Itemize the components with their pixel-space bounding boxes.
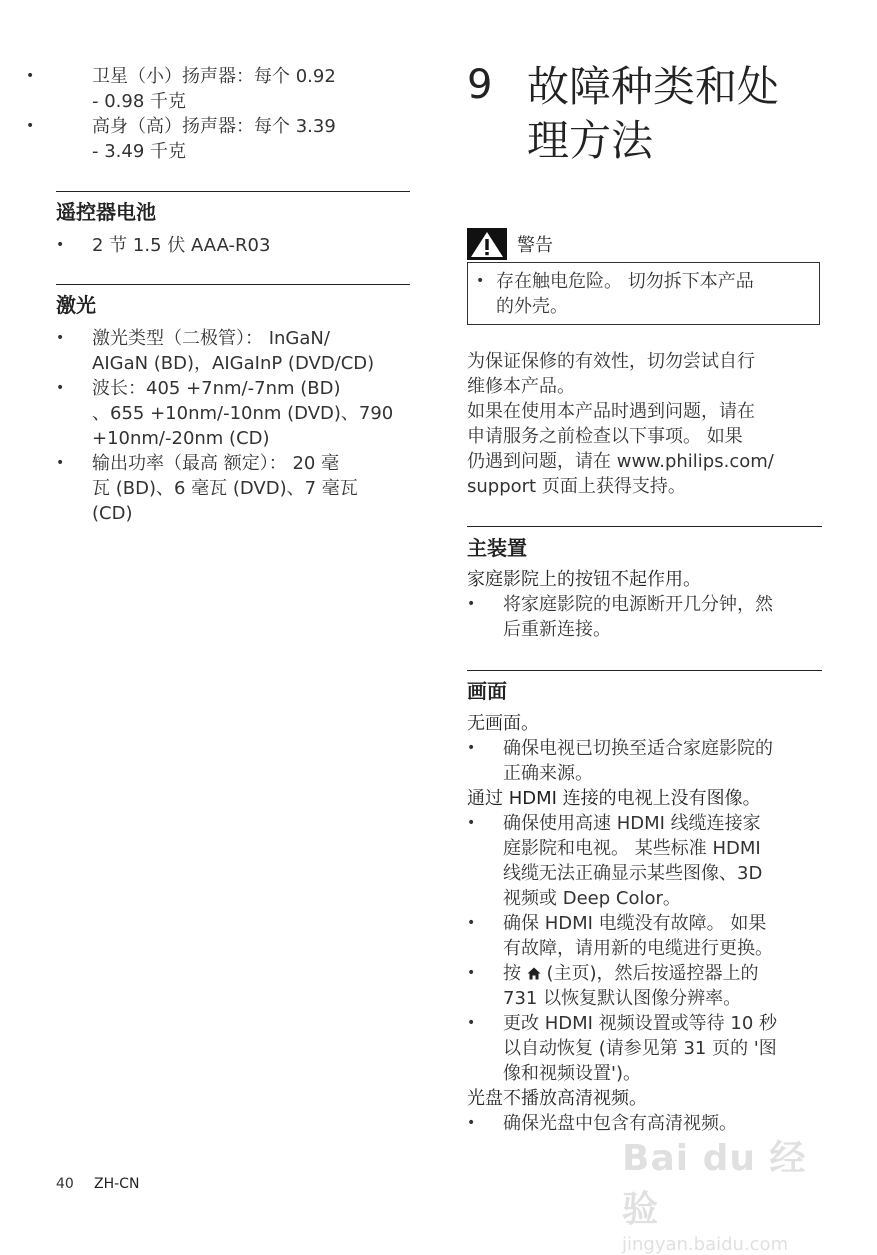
- list-item-line: • 将家庭影院的电源断开几分钟，然: [503, 594, 773, 615]
- intro-paragraph: [467, 349, 822, 499]
- chapter-title-line: 故障种类和处: [527, 62, 780, 111]
- list-item-line: [503, 961, 822, 986]
- intro-line: support 页面上获得支持。: [467, 476, 686, 497]
- list-item: [467, 736, 822, 786]
- list-item-line: 有故障，请用新的电缆进行更换。: [503, 938, 773, 959]
- warning-text-line: • 存在触电危险。 切勿拆下本产品: [496, 271, 754, 292]
- intro-line: 如果在使用本产品时遇到问题，请在: [467, 401, 755, 422]
- list-item: [56, 376, 410, 451]
- list-item-line: 、655 +10nm/-10nm (DVD)、790: [92, 403, 394, 424]
- intro-line: 申请服务之前检查以下事项。 如果: [467, 426, 743, 447]
- solution-list: [467, 592, 822, 642]
- list-item-line: 以自动恢复 (请参见第 31 页的 '图: [503, 1038, 777, 1059]
- list-item-line: 瓦 (BD)、6 毫瓦 (DVD)、7 毫瓦: [92, 478, 358, 499]
- watermark-logo-text: Bai du 经验: [622, 1138, 807, 1230]
- section-divider: [56, 284, 410, 285]
- warning-text-line: 的外壳。: [496, 296, 568, 317]
- list-item-line: 731 以恢复默认图像分辨率。: [503, 988, 742, 1009]
- list-item: [467, 592, 822, 642]
- section-title-picture: 画面: [467, 679, 507, 703]
- list-item-line: 后重新连接。: [503, 619, 611, 640]
- list-item-line: AIGaN (BD)，AIGaInP (DVD/CD): [92, 353, 375, 374]
- list-item-line: 正确来源。: [503, 763, 593, 784]
- list-item-line: • 激光类型（二极管）： InGaN/: [92, 328, 330, 349]
- list-item: [467, 961, 822, 1011]
- watermark-url: jingyan.baidu.com: [622, 1234, 789, 1255]
- list-item-line: - 0.98 千克: [92, 91, 187, 112]
- warning-list: [476, 269, 809, 319]
- warning-label: 警告: [517, 235, 553, 256]
- warning-box: [467, 262, 820, 325]
- list-item-line: • 确保电视已切换至适合家庭影院的: [503, 738, 773, 759]
- list-item-line: • 波长：405 +7nm/-7nm (BD): [92, 378, 341, 399]
- list-item-line: • 卫星（小）扬声器：每个 0.92: [92, 66, 336, 87]
- chapter-title-line: 理方法: [527, 116, 654, 165]
- list-item: [467, 811, 822, 911]
- main-unit-section: [467, 567, 822, 642]
- section-title-laser: 激光: [56, 293, 96, 317]
- section-divider: [467, 526, 822, 527]
- remote-battery-list: [56, 233, 410, 258]
- intro-line: 为保证保修的有效性，切勿尝试自行: [467, 351, 755, 372]
- section-title-main-unit: 主装置: [467, 536, 527, 560]
- home-line-suffix: (主页)，然后按遥控器上的: [546, 963, 759, 984]
- list-item: [26, 114, 410, 164]
- problem-heading: 通过 HDMI 连接的电视上没有图像。: [467, 788, 761, 809]
- section-title-remote-battery: 遥控器电池: [56, 200, 156, 224]
- problem-heading: 家庭影院上的按钮不起作用。: [467, 569, 701, 590]
- warning-icon: [467, 228, 507, 260]
- home-icon: [527, 967, 541, 980]
- list-item-line: • 更改 HDMI 视频设置或等待 10 秒: [503, 1013, 778, 1034]
- picture-section: [467, 711, 822, 1136]
- language-code: ZH-CN: [94, 1176, 140, 1192]
- page-number: 40: [56, 1176, 74, 1192]
- intro-line: 维修本产品。: [467, 376, 575, 397]
- section-divider: [467, 670, 822, 671]
- list-item-line: 庭影院和电视。 某些标准 HDMI: [503, 838, 761, 859]
- list-item-line: • 高身（高）扬声器：每个 3.39: [92, 116, 336, 137]
- list-item: [467, 911, 822, 961]
- warning-header: [467, 228, 553, 260]
- problem-heading: 无画面。: [467, 713, 539, 734]
- problem-heading: 光盘不播放高清视频。: [467, 1088, 647, 1109]
- list-item: [26, 64, 410, 114]
- list-item-line: 线缆无法正确显示某些图像、3D: [503, 863, 763, 884]
- list-item-line: +10nm/-20nm (CD): [92, 428, 270, 449]
- list-item: [56, 451, 410, 526]
- chapter-number: 9: [467, 62, 493, 108]
- home-line-prefix: 按: [503, 963, 521, 984]
- list-item-line: 视频或 Deep Color。: [503, 888, 681, 909]
- list-item: [56, 326, 410, 376]
- section-divider: [56, 191, 410, 192]
- list-item: [467, 1011, 822, 1086]
- solution-list: [467, 736, 822, 786]
- baidu-watermark: [622, 1130, 832, 1255]
- intro-line: 仍遇到问题，请在 www.philips.com/: [467, 451, 774, 472]
- speaker-weight-list: [56, 64, 410, 164]
- list-item: [476, 269, 809, 319]
- list-item-line: • 确保使用高速 HDMI 线缆连接家: [503, 813, 761, 834]
- laser-spec-list: [56, 326, 410, 526]
- list-item: • 2 节 1.5 伏 AAA-R03: [56, 233, 410, 258]
- list-item-line: • 输出功率（最高 额定）： 20 毫: [92, 453, 340, 474]
- list-item-line: - 3.49 千克: [92, 141, 187, 162]
- list-item-line: • 确保光盘中包含有高清视频。: [503, 1113, 737, 1134]
- list-item-line: (CD): [92, 503, 133, 524]
- chapter-title: [527, 60, 827, 168]
- solution-list: [467, 811, 822, 1086]
- list-item-line: • 确保 HDMI 电缆没有故障。 如果: [503, 913, 767, 934]
- list-item-line: 像和视频设置')。: [503, 1063, 641, 1084]
